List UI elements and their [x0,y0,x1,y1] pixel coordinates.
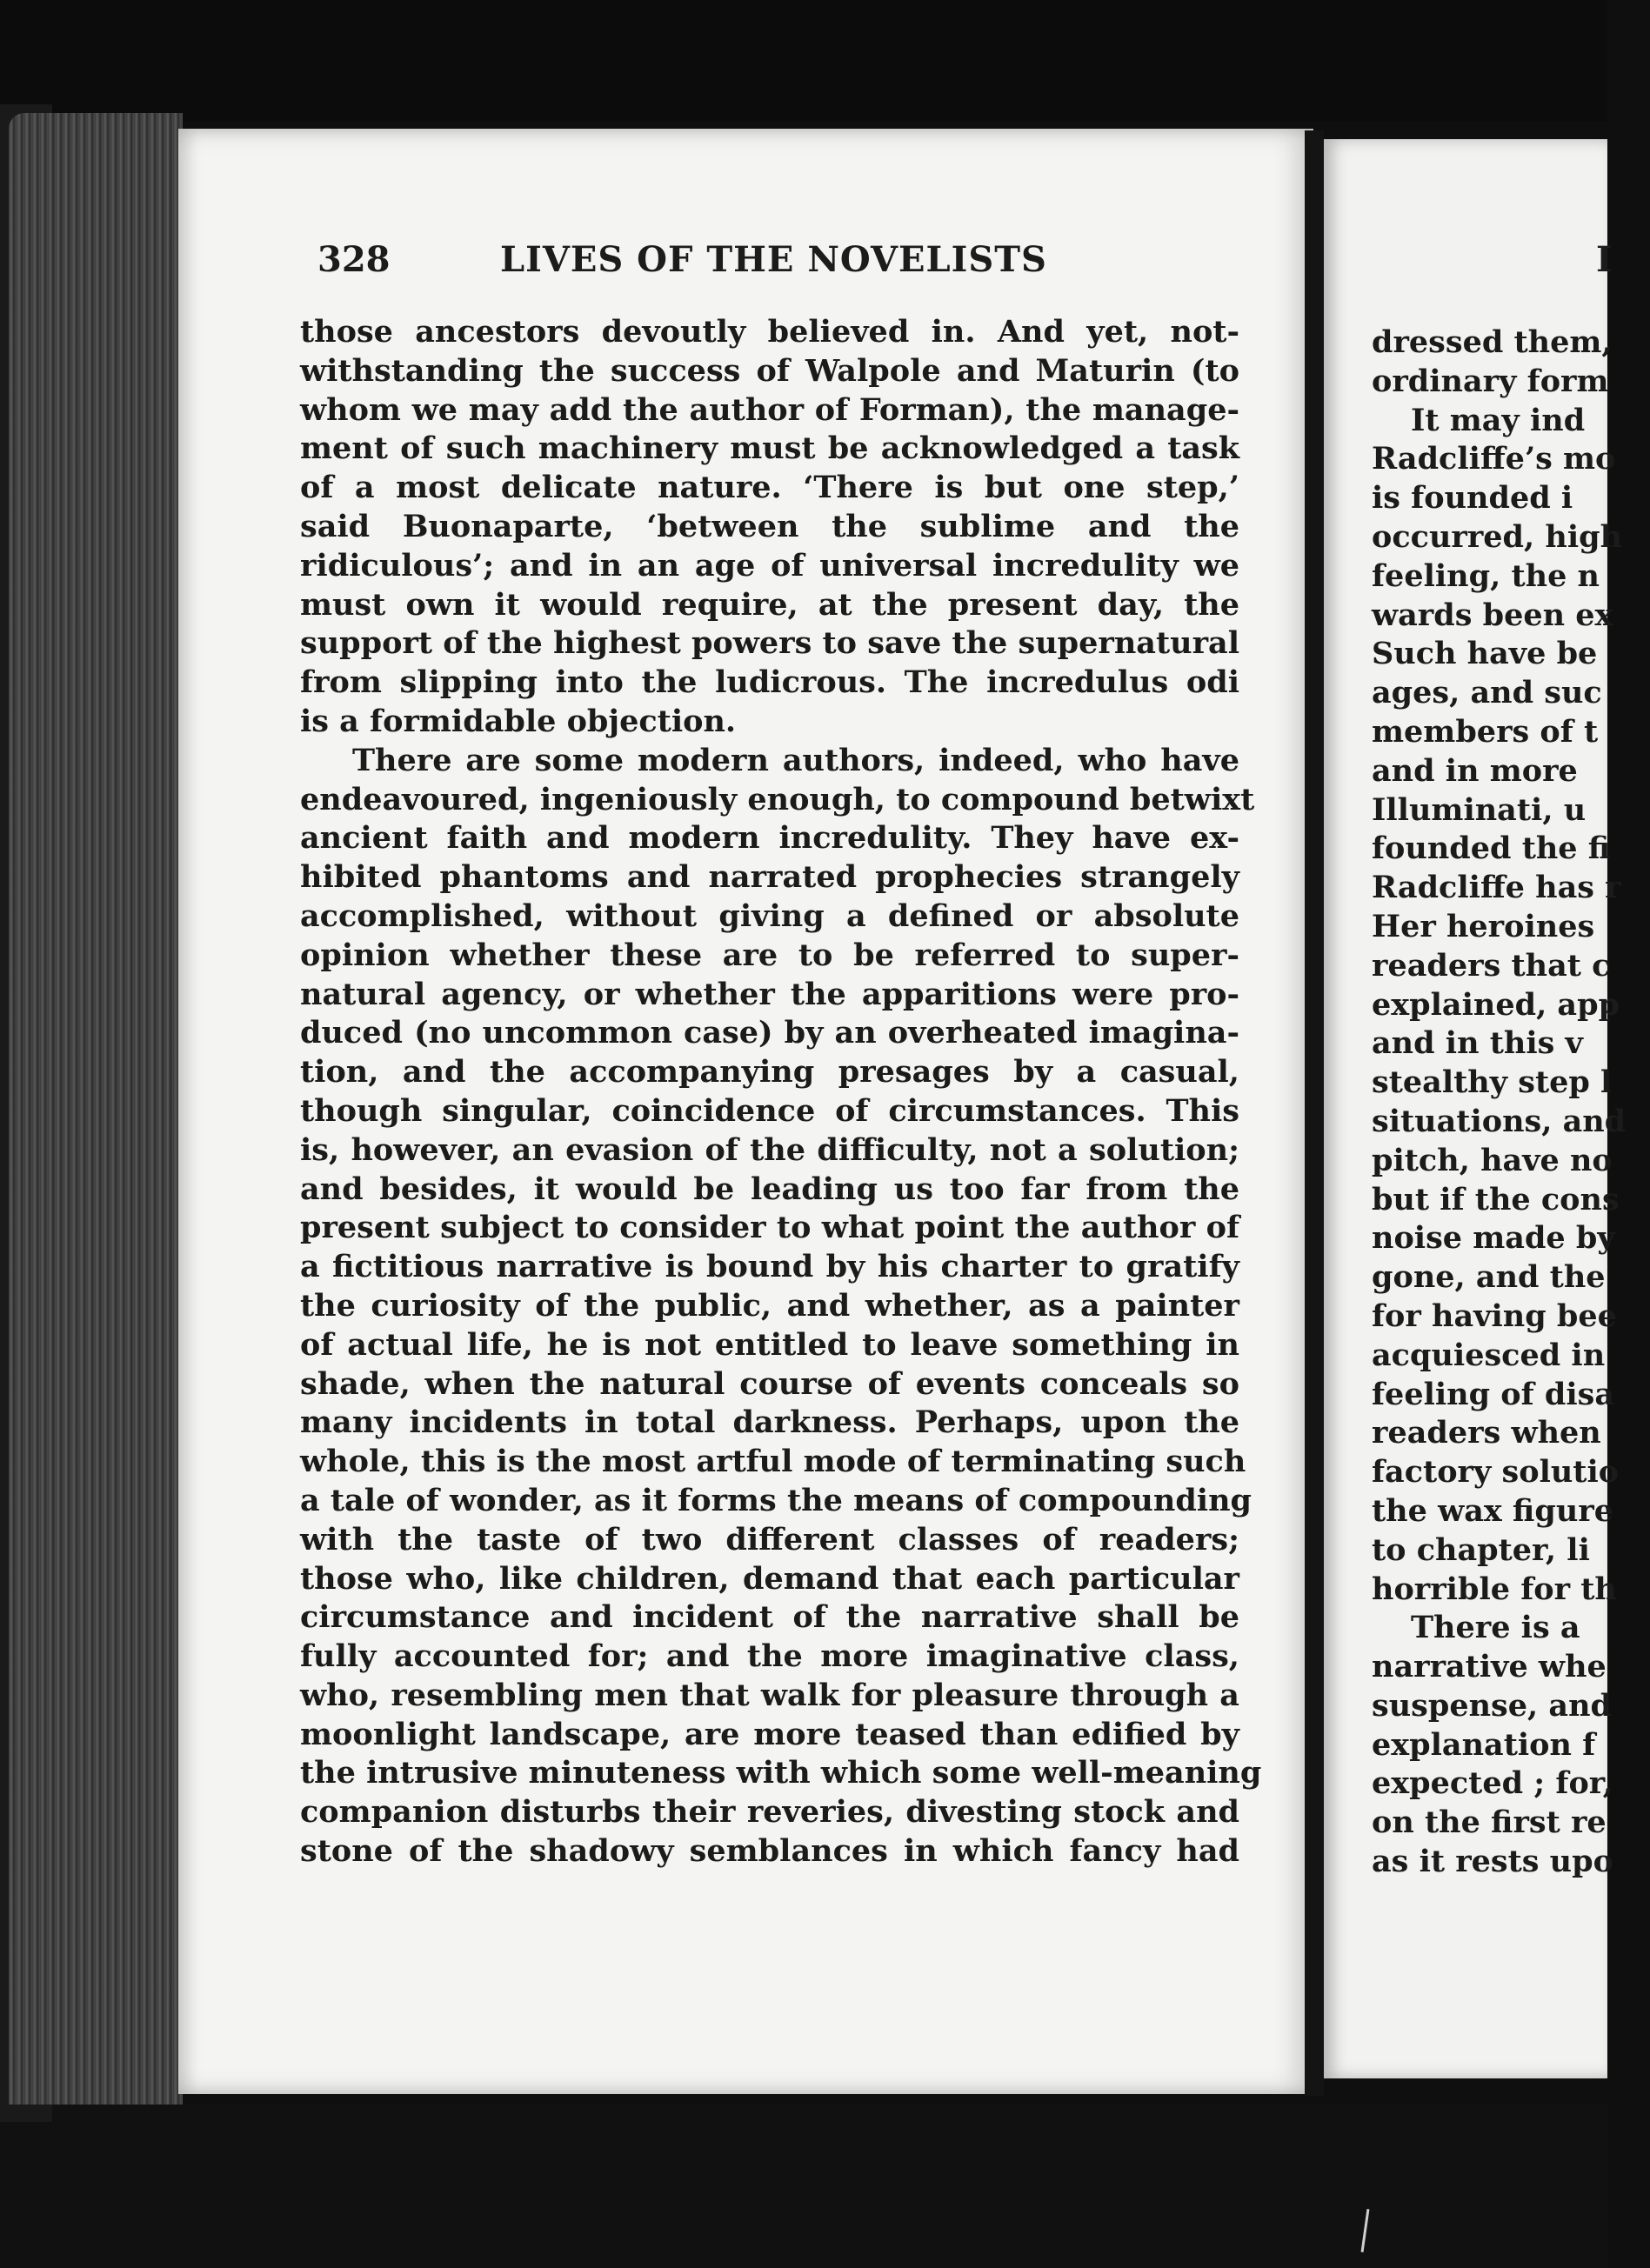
text-line: those ancestors devoutly believed in. And yet, not- [300,314,1239,350]
text-line: pitch, have no [1372,1142,1613,1178]
running-head: LIVES OF THE NOVELISTS [500,239,1047,280]
background-top [0,0,1607,122]
text-line: expected ; for, [1372,1765,1613,1802]
text-line: Illuminati, u [1372,791,1587,828]
text-line: ridiculous’; and in an age of universal incredulity we [300,547,1239,584]
text-line: as it rests upo [1372,1844,1613,1880]
text-line: feeling, the n [1372,557,1600,594]
text-line: hibited phantoms and narrated prophecies strangely [300,859,1239,896]
text-line: the wax figure [1372,1492,1614,1529]
text-line: circumstance and incident of the narrative shall be [300,1599,1239,1636]
text-line: is, however, an evasion of the difficulty, not a solution; [300,1131,1239,1168]
text-line: is founded i [1372,480,1573,517]
text-line: gone, and the [1372,1259,1606,1296]
text-line: is a formidable objection. [300,703,737,739]
right-page-text [1372,324,1650,1882]
text-line: natural agency, or whether the apparitions were pro- [300,976,1239,1012]
text-line: Such have be [1372,636,1598,672]
text-line: members of t [1372,713,1599,750]
text-line: though singular, coincidence of circumstances. This [300,1092,1239,1129]
text-line: and in this v [1372,1025,1583,1062]
text-line: There are some modern authors, indeed, who have [352,742,1239,778]
text-line: on the first re [1372,1804,1607,1841]
text-line: withstanding the success of Walpole and Maturin (to [300,352,1239,389]
text-line: many incidents in total darkness. Perhaps, upon the [300,1404,1239,1441]
text-line: It may ind [1411,402,1586,438]
text-line: stone of the shadowy semblances in which fancy had [300,1833,1239,1870]
text-line: to chapter, li [1372,1531,1590,1568]
text-line: of actual life, he is not entitled to leave something in [300,1326,1239,1363]
right-running-head-fragment: I [1596,239,1613,280]
text-line: founded the fi [1372,830,1611,867]
text-line: explanation f [1372,1726,1596,1763]
text-line: but if the cons [1372,1181,1620,1217]
text-line: Radcliffe’s mo [1372,441,1616,477]
text-line: readers that c [1372,947,1611,984]
text-line: shade, when the natural course of events conceals so [300,1365,1239,1402]
text-line: the curiosity of the public, and whether, as a painter [300,1287,1239,1324]
text-line: those who, like children, demand that each particular [300,1560,1239,1597]
text-line: and in more [1372,752,1578,789]
text-line: the intrusive minuteness with which some well-meaning [300,1755,1262,1791]
text-line: fully accounted for; and the more imaginative class, [300,1638,1239,1675]
text-line: narrative whe [1372,1649,1607,1685]
left-page-text [300,313,1262,1871]
text-line: ancient faith and modern incredulity. They have ex- [300,820,1239,857]
text-line: wards been ex [1372,597,1613,633]
text-line: noise made by [1372,1220,1615,1257]
text-line: support of the highest powers to save the supernatural [300,625,1239,662]
text-line: Her heroines [1372,908,1595,944]
book-gutter [1305,130,1324,2096]
text-line: feeling of disa [1372,1376,1615,1412]
text-line: There is a [1411,1610,1580,1646]
text-line: with the taste of two different classes of readers; [300,1521,1239,1558]
text-line: stealthy step l [1372,1064,1613,1101]
text-line: tion, and the accompanying presages by a casual, [300,1054,1239,1091]
text-line: factory solutio [1372,1454,1620,1491]
text-line: Radcliffe has r [1372,870,1621,906]
text-line: must own it would require, at the present day, the [300,586,1239,623]
text-line: a tale of wonder, as it forms the means of compounding [300,1482,1253,1518]
text-line: acquiesced in [1372,1337,1606,1373]
text-line: horrible for th [1372,1571,1617,1607]
text-line: accomplished, without giving a defined or absolute [300,897,1239,934]
book-page-edges [9,113,183,2105]
text-line: situations, and [1372,1103,1627,1139]
text-line: of a most delicate nature. ‘There is but one step,’ [300,470,1239,506]
text-line: companion disturbs their reveries, divesting stock and [300,1794,1239,1831]
text-line: dressed them, [1372,324,1613,360]
text-line: readers when [1372,1415,1601,1451]
text-line: ordinary form [1372,363,1609,399]
text-line: said Buonaparte, ‘between the sublime and the [300,508,1239,544]
text-line: whom we may add the author of Forman), the manage- [300,391,1239,428]
text-line: endeavoured, ingeniously enough, to compound betwixt [300,781,1255,817]
background-bottom [0,2105,1607,2268]
text-line: and besides, it would be leading us too far from the [300,1171,1239,1207]
text-line: moonlight landscape, are more teased than edified by [300,1716,1239,1752]
text-line: a fictitious narrative is bound by his charter to gratify [300,1249,1239,1285]
text-line: ment of such machinery must be acknowledged a task [300,430,1239,467]
text-line: who, resembling men that walk for pleasure through a [300,1677,1239,1713]
text-line: whole, this is the most artful mode of terminating such [300,1444,1246,1480]
text-line: suspense, and [1372,1687,1612,1724]
text-line: opinion whether these are to be referred to super- [300,937,1239,973]
page-number: 328 [317,239,391,280]
text-line: for having bee [1372,1297,1617,1334]
text-line: duced (no uncommon case) by an overheated imagina- [300,1015,1239,1051]
text-line: present subject to consider to what point the author of [300,1210,1239,1246]
text-line: ages, and suc [1372,675,1602,711]
text-line: explained, app [1372,986,1620,1023]
text-line: occurred, high [1372,518,1623,555]
text-line: from slipping into the ludicrous. The incredulus odi [300,664,1239,701]
